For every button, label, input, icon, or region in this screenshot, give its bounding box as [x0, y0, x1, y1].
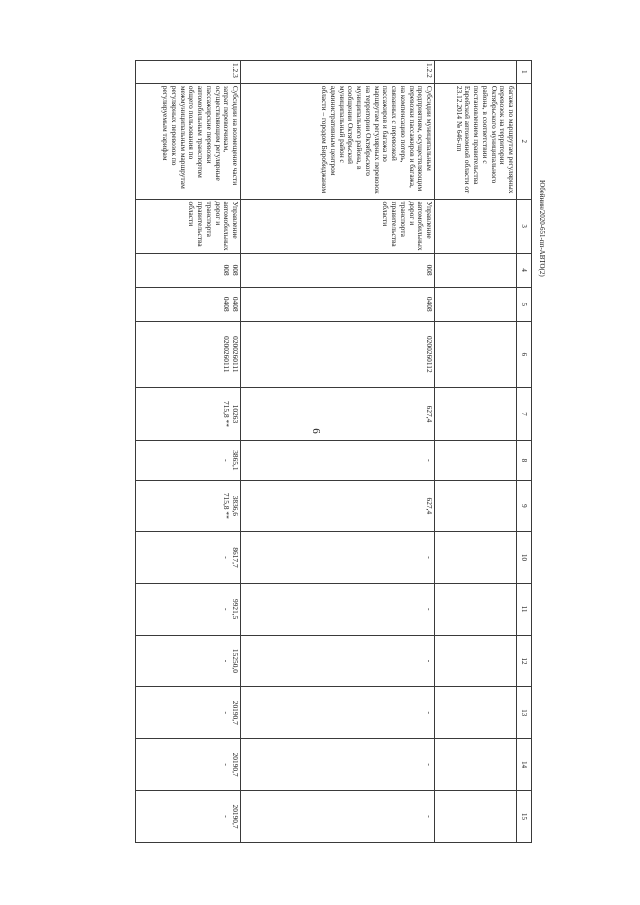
row-csr	[435, 321, 517, 387]
header-cell: 7	[517, 387, 532, 440]
cell-line: 20190,7	[231, 700, 240, 725]
cell-line: 3836,6	[231, 495, 240, 516]
cell-line: -	[222, 459, 232, 462]
cell-line: 3865,1	[231, 450, 240, 471]
cell-line: -	[222, 607, 232, 611]
row-responsible: Управление автомобильных дорог и транспорта правительства области	[241, 199, 435, 253]
row-description: Субсидии муниципальным предприятиям, осуществляющим перевозки пассажиров и багажа, на компенсацию потерь, связанных с перевозкой пассажиров и багажа по маршрутам регулярных перевозок на территории Октябрьского муниципального района, в сообщении Октябрьский муниципальный район с административным центром области – городом Биробиджаном	[241, 83, 435, 199]
row-csr: 0200260112	[241, 321, 435, 387]
row-value: -	[241, 532, 435, 584]
table-header-row	[517, 61, 532, 843]
cell-line: 0200260111	[231, 336, 240, 373]
header-cell: 9	[517, 480, 532, 532]
cell-line: 008	[231, 264, 240, 276]
header-cell: 6	[517, 321, 532, 387]
row-responsible	[435, 199, 517, 253]
header-cell: 1	[517, 61, 532, 84]
table-row	[136, 61, 241, 843]
row-value: -	[241, 583, 435, 635]
page-number: 6	[309, 428, 322, 434]
table-row	[241, 61, 435, 843]
row-value	[435, 583, 517, 635]
row-value: 627,4	[241, 387, 435, 440]
header-cell: 15	[517, 791, 532, 843]
cell-line: 0408	[231, 296, 240, 312]
cell-line: -	[222, 659, 232, 663]
header-cell: 11	[517, 583, 532, 635]
row-value: -	[241, 687, 435, 739]
budget-table	[82, 60, 532, 843]
row-value: -	[241, 635, 435, 687]
row-value	[435, 480, 517, 532]
cell-line: 8617,7	[231, 547, 240, 568]
row-value	[136, 441, 241, 480]
row-number	[435, 61, 517, 84]
cell-line: 9921,5	[231, 599, 240, 620]
cell-line: 20190,7	[231, 752, 240, 777]
row-grbs	[136, 253, 241, 287]
row-number: 1.2.2	[241, 61, 435, 84]
row-rzpr	[435, 287, 517, 321]
row-csr	[136, 321, 241, 387]
cell-line: 715,8 **	[222, 401, 232, 427]
row-description: Субсидии на возмещение части затрат перевозчикам, осуществляющим регулярные пассажирские перевозки автомобильным транспортом общего пользования по межмуниципальным маршрутам регулярных перевозок по регулируемым тарифам	[136, 83, 241, 199]
row-value: 627,4	[241, 480, 435, 532]
document-code: Юбейнин/2020-651-пп-АВТО(2)	[538, 180, 546, 277]
header-cell: 2	[517, 83, 532, 199]
row-value	[136, 687, 241, 739]
row-value	[435, 791, 517, 843]
row-value	[136, 739, 241, 791]
row-value	[435, 739, 517, 791]
row-value	[435, 532, 517, 584]
row-grbs	[435, 253, 517, 287]
row-responsible: Управление автомобильных дорог и транспорта правительства области	[136, 199, 241, 253]
header-cell: 13	[517, 687, 532, 739]
header-cell: 8	[517, 441, 532, 480]
header-cell: 14	[517, 739, 532, 791]
row-value: -	[241, 739, 435, 791]
header-cell: 3	[517, 199, 532, 253]
row-value	[136, 791, 241, 843]
row-value	[435, 441, 517, 480]
header-cell: 5	[517, 287, 532, 321]
row-value	[435, 387, 517, 440]
cell-line: -	[222, 556, 232, 559]
row-value	[136, 532, 241, 584]
row-rzpr: 0408	[241, 287, 435, 321]
row-number: 1.2.3	[136, 61, 241, 84]
row-value: -	[241, 791, 435, 843]
header-cell: 4	[517, 253, 532, 287]
header-cell: 12	[517, 635, 532, 687]
cell-line: 0200260111	[222, 336, 232, 373]
cell-line: -	[222, 763, 232, 766]
row-value	[435, 687, 517, 739]
cell-line: 008	[222, 264, 232, 276]
row-rzpr	[136, 287, 241, 321]
row-value	[136, 480, 241, 532]
row-value	[136, 583, 241, 635]
cell-line: -	[222, 711, 232, 715]
table-row	[435, 61, 517, 843]
cell-line: 10263	[231, 404, 240, 424]
row-value	[136, 387, 241, 440]
row-value	[136, 635, 241, 687]
header-cell: 10	[517, 532, 532, 584]
row-grbs: 008	[241, 253, 435, 287]
cell-line: 715,8 **	[222, 492, 232, 519]
cell-line: -	[222, 815, 232, 818]
cell-line: 15250,0	[231, 648, 240, 673]
cell-line: 0408	[222, 296, 232, 312]
row-value	[435, 635, 517, 687]
row-description: багажа по маршрутам регулярных перевозок на территории Октябрьского муниципального района, в соответствии с постановлением правительства Еврейской автономной области от 23.12.2014 № 646-пп	[435, 83, 517, 199]
cell-line: 20190,7	[231, 804, 240, 829]
row-value: -	[241, 441, 435, 480]
